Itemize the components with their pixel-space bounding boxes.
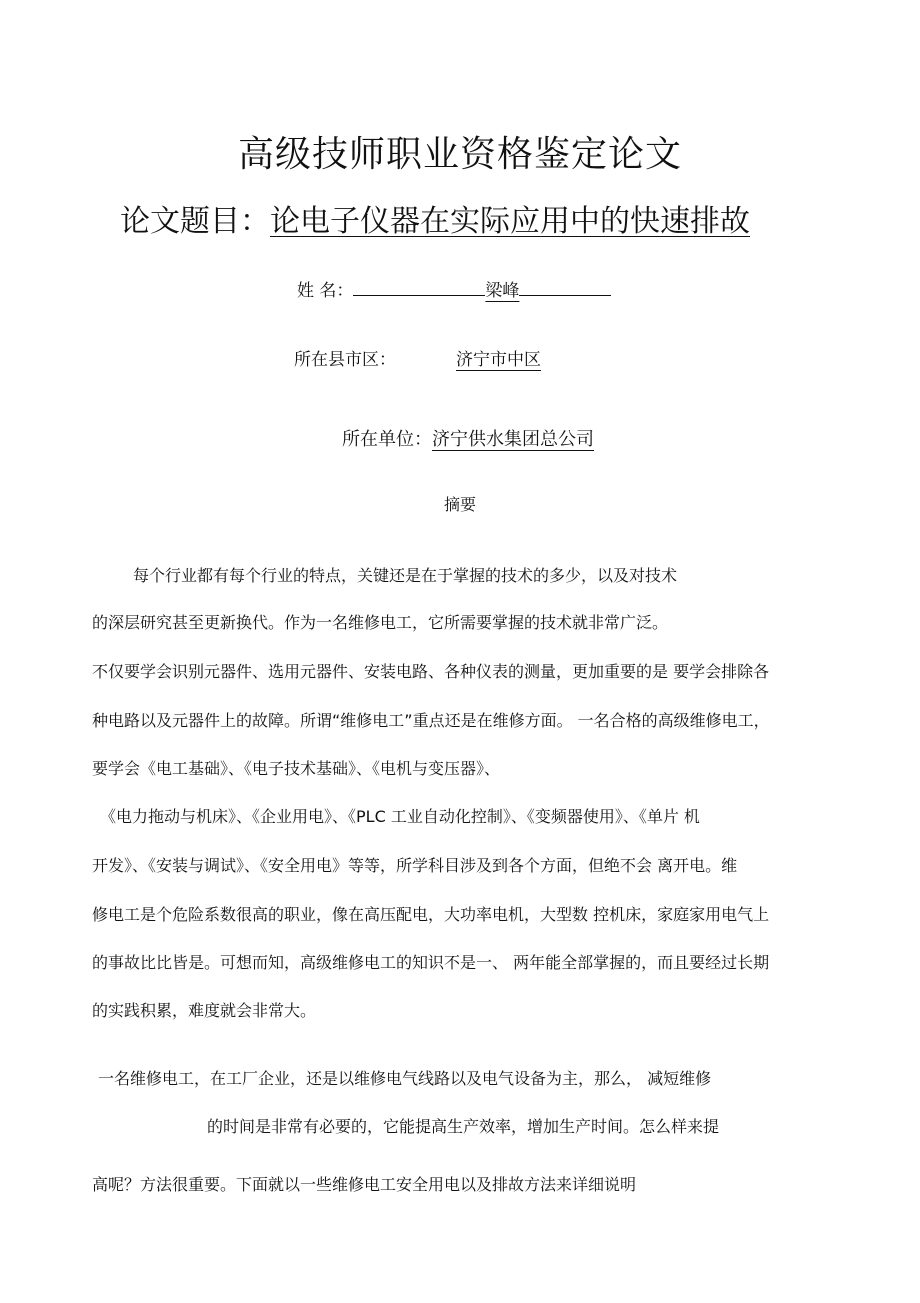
abstract-line: 要学会《电工基础》、《电子技术基础》、《电机与变压器》、: [92, 759, 501, 778]
name-blank-leading: [353, 279, 485, 296]
unit-label: 所在单位：: [342, 429, 432, 450]
district-value: 济宁市中区: [456, 350, 541, 370]
name-label: 姓 名：: [297, 281, 354, 301]
abstract-line: 修电工是个危险系数很高的职业，像在高压配电，大功率电机，大型数 控机床，家庭家用电气上: [92, 905, 770, 924]
abstract-line: 的时间是非常有必要的，它能提高生产效率，增加生产时间。怎么样来提: [207, 1117, 720, 1136]
abstract-line: 《电力拖动与机床》、《企业用电》、《PLC 工业自动化控制》、《变频器使用》、《单片 机: [100, 807, 700, 826]
abstract-line: 每个行业都有每个行业的特点，关键还是在于掌握的技术的多少，以及对技术: [133, 566, 678, 585]
district-label: 所在县市区：: [294, 350, 396, 370]
abstract-line: 一名维修电工，在工厂企业，还是以维修电气线路以及电气设备为主，那么， 减短维修: [98, 1069, 712, 1088]
name-field: [297, 276, 611, 301]
name-value: 梁峰: [485, 281, 520, 301]
thesis-topic: [120, 196, 750, 240]
abstract-line: 高呢？方法很重要。下面就以一些维修电工安全用电以及排故方法来详细说明: [92, 1175, 637, 1194]
abstract-line: 的事故比比皆是。可想而知，高级维修电工的知识不是一、 两年能全部掌握的，而且要经过长期: [92, 953, 770, 972]
abstract-heading: 摘要: [443, 495, 476, 514]
district-field: [294, 345, 541, 370]
unit-field: [342, 425, 594, 451]
abstract-line: 的实践积累，难度就会非常大。: [92, 1001, 317, 1020]
abstract-line: 不仅要学会识别元器件、选用元器件、安装电路、各种仪表的测量，更加重要的是 要学会排除各: [92, 662, 770, 681]
abstract-line: 开发》、《安装与调试》、《安全用电》等等，所学科目涉及到各个方面，但绝不会 离开电。维: [92, 856, 738, 875]
abstract-line: 种电路以及元器件上的故障。所谓“维修电工”重点还是在维修方面。 一名合格的高级维修电工，: [92, 711, 770, 730]
name-blank-trailing: [519, 279, 611, 296]
unit-value: 济宁供水集团总公司: [432, 429, 594, 450]
abstract-line: 的深层研究甚至更新换代。作为一名维修电工，它所需要掌握的技术就非常广泛。: [92, 613, 669, 632]
thesis-topic-value: 论电子仪器在实际应用中的快速排故: [270, 204, 750, 239]
thesis-topic-label: 论文题目：: [120, 204, 270, 239]
document-title: 高级技师职业资格鉴定论文: [237, 134, 682, 175]
